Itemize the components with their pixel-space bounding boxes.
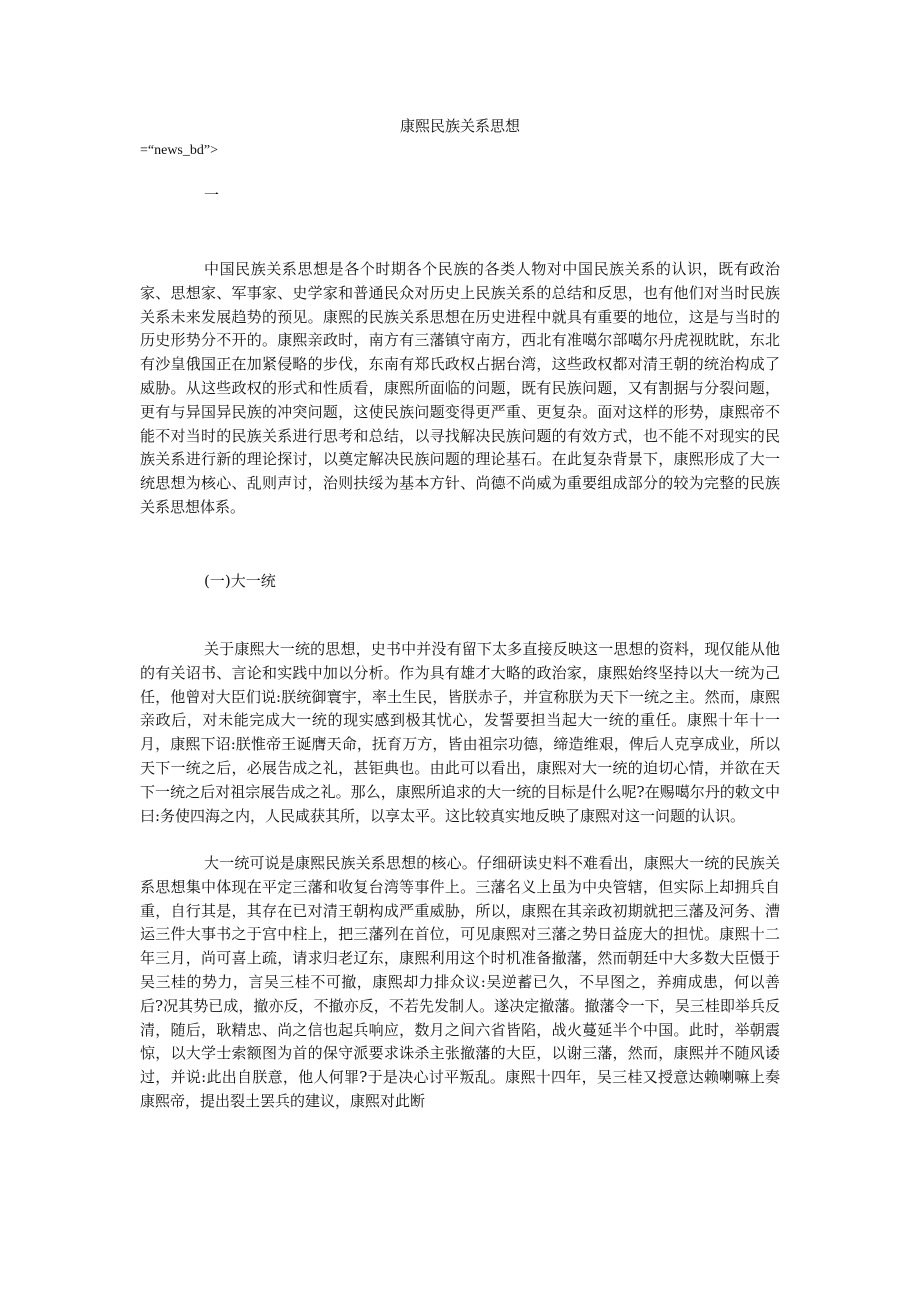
subheading-great-unity: (一)大一统 (204, 572, 276, 590)
paragraph-great-unity-ideas: 关于康熙大一统的思想，史书中并没有留下太多直接反映这一思想的资料，现仅能从他的有关诏书、言论和实践中加以分析。作为具有雄才大略的政治家，康熙始终坚持以大一统为己任，他曾对大臣们说:朕统御寰宇，率土生民，皆朕赤子，并宣称朕为天下一统之主。然而，康熙亲政后，对未能完成大一统的现实感到极其忧心，发誓要担当起大一统的重任。康熙十年十一月，康熙下诏:朕惟帝王诞膺天命，抚育万方，皆由祖宗功德，缔造维艰，俾后人克享成业，所以天下一统之后，必展告成之礼，甚钜典也。由此可以看出，康熙对大一统的迫切心情，并欲在天下一统之后对祖宗展告成之礼。那么，康熙所追求的大一统的目标是什么呢?在赐噶尔丹的敕文中曰:务使四海之内，人民咸获其所，以享太平。这比较真实地反映了康熙对这一问题的认识。 (140, 640, 780, 825)
stray-html-fragment: =“news_bd”> (140, 143, 218, 158)
document-title: 康熙民族关系思想 (399, 117, 520, 135)
paragraph-three-feudatories: 大一统可说是康熙民族关系思想的核心。仔细研读史料不难看出，康熙大一统的民族关系思想集中体现在平定三藩和收复台湾等事件上。三藩名义上虽为中央管辖，但实际上却拥兵自重，自行其是，其存在已对清王朝构成严重威胁，所以，康熙在其亲政初期就把三藩及河务、漕运三件大事书之于宫中柱上，把三藩列在首位，可见康熙对三藩之势日益庞大的担忧。康熙十二年三月，尚可喜上疏，请求归老辽东，康熙利用这个时机准备撤藩，然而朝廷中大多数大臣慑于吴三桂的势力，言吴三桂不可撤，康熙却力排众议:吴逆蓄已久，不早图之，养痈成患，何以善后?况其势已成，撤亦反，不撤亦反，不若先发制人。遂决定撤藩。撤藩令一下，吴三桂即举兵反清，随后，耿精忠、尚之信也起兵响应，数月之间六省皆陷，战火蔓延半个中国。此时，举朝震惊，以大学士索额图为首的保守派要求诛杀主张撤藩的大臣，以谢三藩，然而，康熙并不随风诿过，并说:此出自朕意，他人何罪?于是决心讨平叛乱。康熙十四年，吴三桂又授意达赖喇嘛上奏康熙帝，提出裂土罢兵的建议，康熙对此断 (140, 854, 780, 1110)
section-number: 一 (204, 186, 220, 204)
paragraph-intro: 中国民族关系思想是各个时期各个民族的各类人物对中国民族关系的认识，既有政治家、思想家、军事家、史学家和普通民众对历史上民族关系的总结和反思，也有他们对当时民族关系未来发展趋势的预见。康熙的民族关系思想在历史进程中就具有重要的地位，这是与当时的历史形势分不开的。康熙亲政时，南方有三藩镇守南方，西北有准噶尔部噶尔丹虎视眈眈，东北有沙皇俄国正在加紧侵略的步伐，东南有郑氏政权占据台湾，这些政权都对清王朝的统治构成了威胁。从这些政权的形式和性质看，康熙所面临的问题，既有民族问题，又有割据与分裂问题，更有与异国异民族的冲突问题，这使民族问题变得更严重、更复杂。面对这样的形势，康熙帝不能不对当时的民族关系进行思考和总结，以寻找解决民族问题的有效方式，也不能不对现实的民族关系进行新的理论探讨，以奠定解决民族问题的理论基石。在此复杂背景下，康熙形成了大一统思想为核心、乱则声讨，治则扶绥为基本方针、尚德不尚威为重要组成部分的较为完整的民族关系思想体系。 (140, 260, 780, 516)
